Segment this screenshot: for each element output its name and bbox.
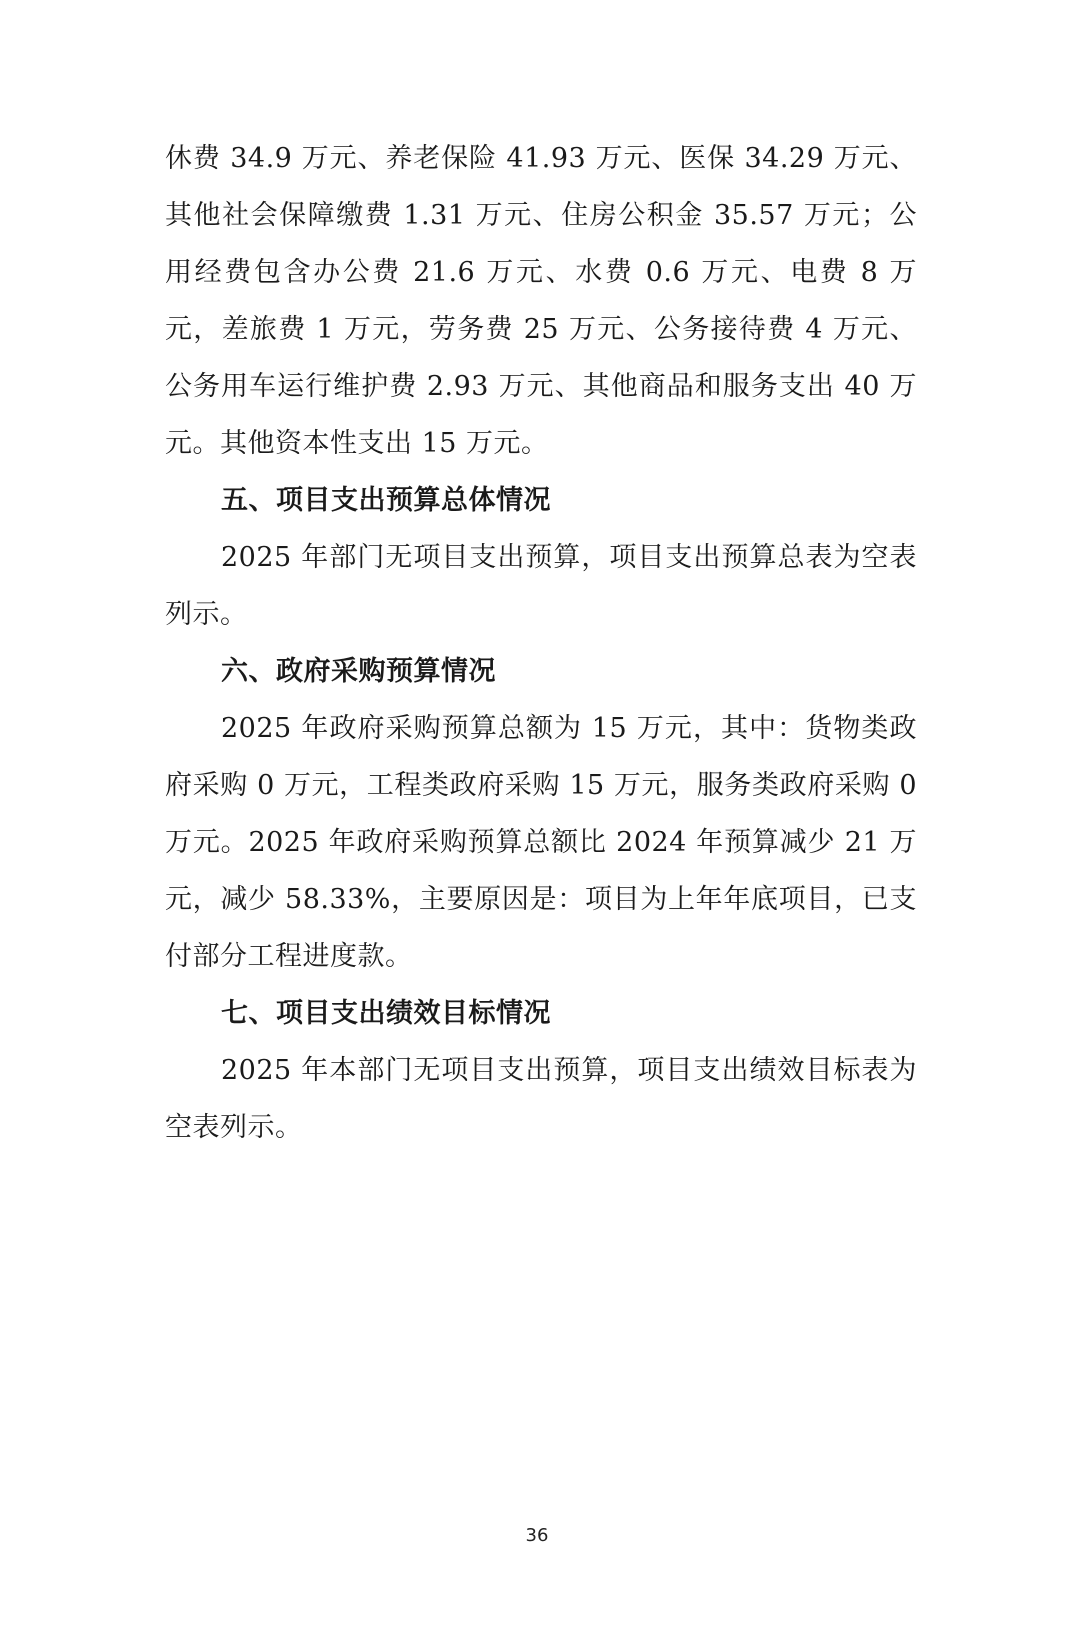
section-heading-6: 六、政府采购预算情况 — [221, 656, 496, 687]
section-body-5: 2025 年部门无项目支出预算，项目支出预算总表为空表列示。 — [165, 542, 917, 630]
section-body-7: 2025 年本部门无项目支出预算，项目支出绩效目标表为空表列示。 — [165, 1055, 917, 1143]
section-heading-5: 五、项目支出预算总体情况 — [221, 485, 551, 516]
section-body-6: 2025 年政府采购预算总额为 15 万元，其中：货物类政府采购 0 万元，工程类政府采购 15 万元，服务类政府采购 0 万元。2025 年政府采购预算总额比 2024 年预算减少 21 万元，减少 58.33%，主要原因是：项目为上年年底项目，已支付部分工程进度款。 — [165, 713, 917, 972]
document-body — [165, 130, 917, 1156]
continued-paragraph: 休费 34.9 万元、养老保险 41.93 万元、医保 34.29 万元、其他社会保障缴费 1.31 万元、住房公积金 35.57 万元；公用经费包含办公费 21.6 万元、水费 0.6 万元、电费 8 万元，差旅费 1 万元，劳务费 25 万元、公务接待费 4 万元、公务用车运行维护费 2.93 万元、其他商品和服务支出 40 万元。其他资本性支出 15 万元。 — [165, 143, 917, 459]
page-number: 36 — [525, 1525, 549, 1546]
section-heading-7: 七、项目支出绩效目标情况 — [221, 998, 551, 1029]
